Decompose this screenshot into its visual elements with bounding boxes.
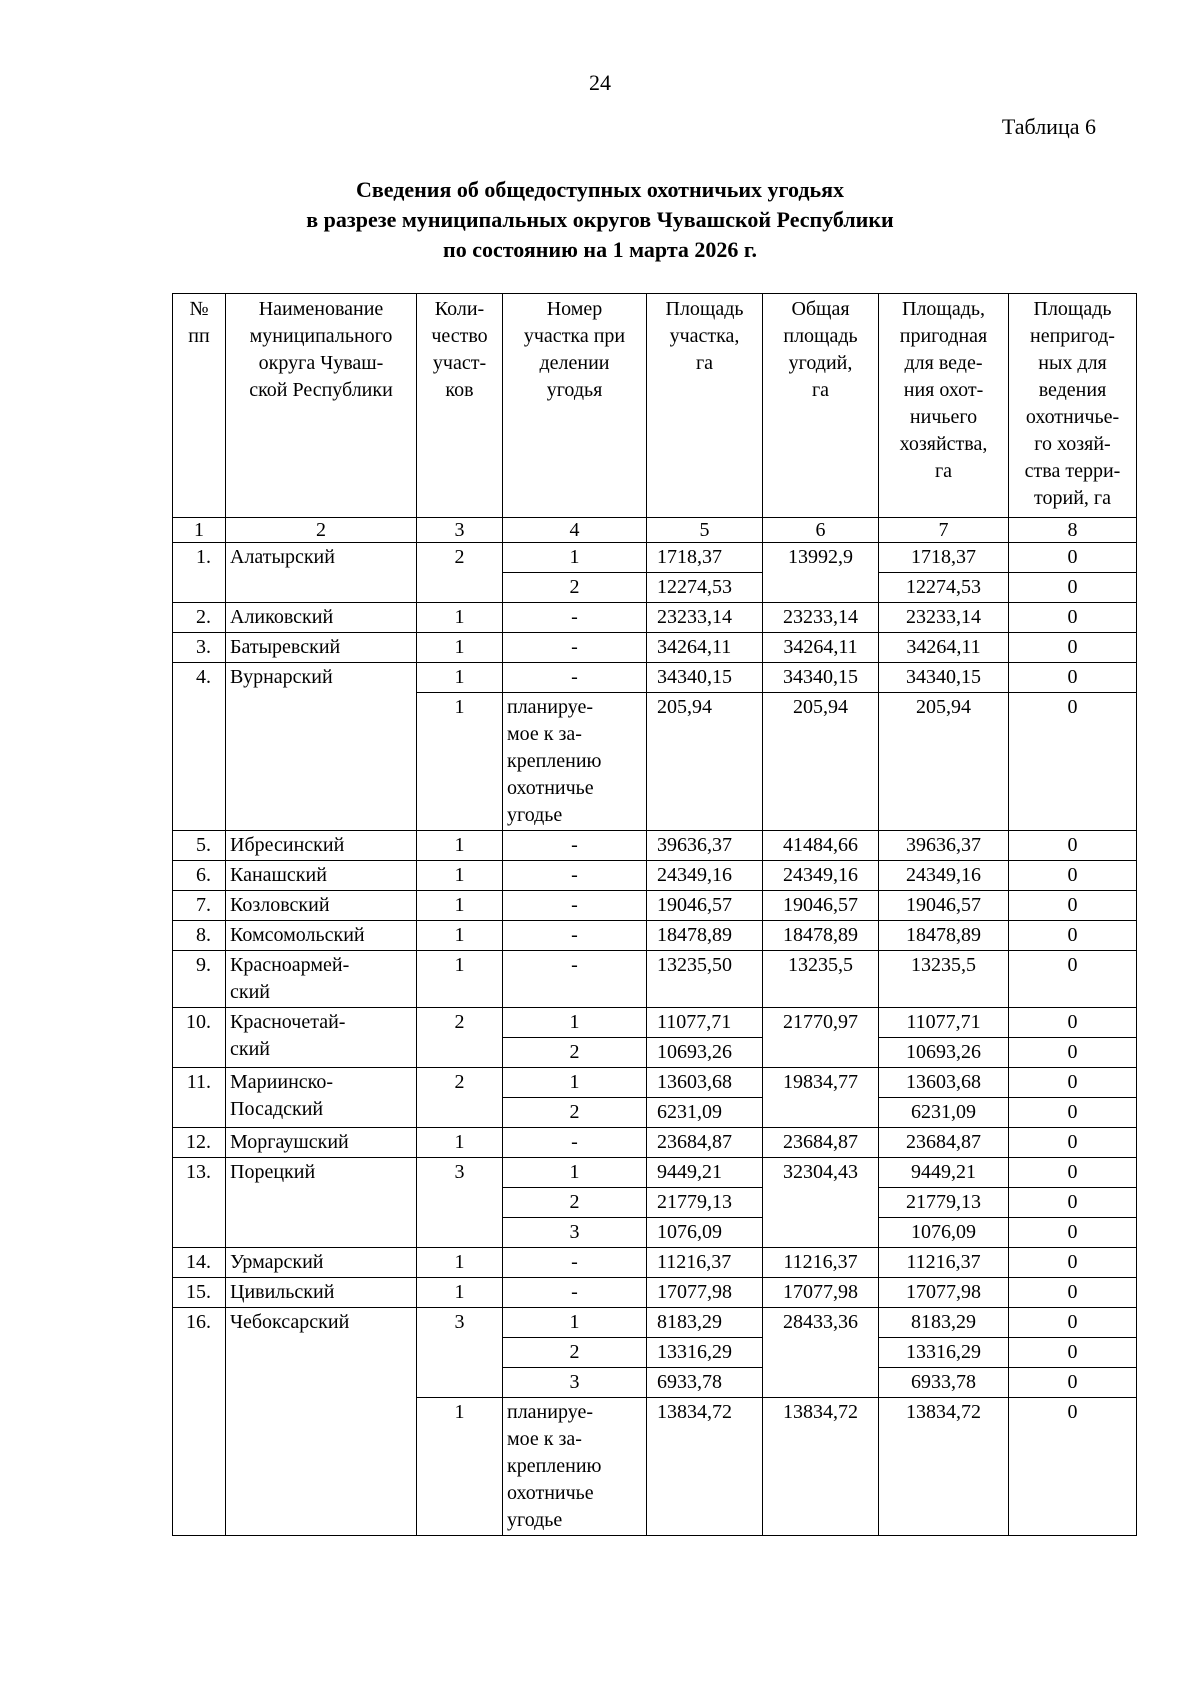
district-name-cell: Цивильский: [226, 1278, 417, 1308]
header-cell: Площадь непригод- ных для ведения охотничье- го хозяй- ства терри- торий, га: [1009, 294, 1137, 518]
plot-count-cell: 1: [417, 1278, 503, 1308]
unsuitable-area-cell: 0: [1009, 831, 1137, 861]
column-number: 5: [647, 518, 763, 543]
unsuitable-area-cell: 0: [1009, 1368, 1137, 1398]
district-name-cell: Ибресинский: [226, 831, 417, 861]
suitable-area-cell: 1718,37: [879, 543, 1009, 573]
suitable-area-cell: 34264,11: [879, 633, 1009, 663]
plot-area-cell: 205,94: [647, 693, 763, 831]
district-name-cell: Алатырский: [226, 543, 417, 603]
plot-count-cell: 2: [417, 1008, 503, 1068]
suitable-area-cell: 12274,53: [879, 573, 1009, 603]
suitable-area-cell: 23233,14: [879, 603, 1009, 633]
plot-number-cell: 2: [503, 1038, 647, 1068]
plot-number-cell: 2: [503, 1338, 647, 1368]
district-name-cell: Комсомольский: [226, 921, 417, 951]
table-row: [173, 951, 1137, 1008]
page-number: 24: [589, 70, 611, 95]
header-cell: Площадь участка, га: [647, 294, 763, 518]
table-row: [173, 1278, 1137, 1308]
plot-count-cell: 1: [417, 951, 503, 1008]
header-cell: № пп: [173, 294, 226, 518]
plot-area-cell: 17077,98: [647, 1278, 763, 1308]
plot-number-cell: планируе- мое к за- креплению охотничье угодье: [503, 1398, 647, 1536]
title-line: в разрезе муниципальных округов Чувашской Республики: [306, 207, 894, 232]
unsuitable-area-cell: 0: [1009, 1188, 1137, 1218]
plot-number-cell: 1: [503, 1008, 647, 1038]
column-number: 2: [226, 518, 417, 543]
district-name-cell: Козловский: [226, 891, 417, 921]
header-cell: Коли- чество участ- ков: [417, 294, 503, 518]
row-number-cell: 2.: [173, 603, 226, 633]
suitable-area-cell: 13316,29: [879, 1338, 1009, 1368]
unsuitable-area-cell: 0: [1009, 1218, 1137, 1248]
row-number-cell: 1.: [173, 543, 226, 603]
suitable-area-cell: 6933,78: [879, 1368, 1009, 1398]
suitable-area-cell: 34340,15: [879, 663, 1009, 693]
total-area-cell: 13992,9: [763, 543, 879, 603]
plot-number-cell: 2: [503, 1098, 647, 1128]
plot-count-cell: 1: [417, 1248, 503, 1278]
plot-number-cell: -: [503, 891, 647, 921]
plot-count-cell: 1: [417, 891, 503, 921]
row-number-cell: 9.: [173, 951, 226, 1008]
plot-area-cell: 13316,29: [647, 1338, 763, 1368]
total-area-cell: 205,94: [763, 693, 879, 831]
header-cell: Общая площадь угодий, га: [763, 294, 879, 518]
total-area-cell: 13834,72: [763, 1398, 879, 1536]
plot-number-cell: -: [503, 861, 647, 891]
total-area-cell: 18478,89: [763, 921, 879, 951]
district-name-cell: Чебоксарский: [226, 1308, 417, 1536]
district-name-cell: Канашский: [226, 861, 417, 891]
suitable-area-cell: 205,94: [879, 693, 1009, 831]
header-cell: Наименование муниципального округа Чуваш- ской Республики: [226, 294, 417, 518]
plot-count-cell: 3: [417, 1158, 503, 1248]
suitable-area-cell: 13834,72: [879, 1398, 1009, 1536]
column-number: 1: [173, 518, 226, 543]
suitable-area-cell: 10693,26: [879, 1038, 1009, 1068]
title-line: по состоянию на 1 марта 2026 г.: [443, 237, 757, 262]
table-row: [173, 603, 1137, 633]
suitable-area-cell: 39636,37: [879, 831, 1009, 861]
total-area-cell: 23233,14: [763, 603, 879, 633]
plot-count-cell: 2: [417, 1068, 503, 1128]
plot-count-cell: 1: [417, 633, 503, 663]
header-row: [173, 294, 1137, 518]
unsuitable-area-cell: 0: [1009, 1278, 1137, 1308]
district-name-cell: Аликовский: [226, 603, 417, 633]
unsuitable-area-cell: 0: [1009, 1038, 1137, 1068]
total-area-cell: 32304,43: [763, 1158, 879, 1248]
column-number: 4: [503, 518, 647, 543]
suitable-area-cell: 1076,09: [879, 1218, 1009, 1248]
table-row: [173, 921, 1137, 951]
plot-number-cell: 2: [503, 573, 647, 603]
table-row: [173, 633, 1137, 663]
plot-area-cell: 18478,89: [647, 921, 763, 951]
plot-number-cell: -: [503, 1248, 647, 1278]
plot-count-cell: 1: [417, 831, 503, 861]
unsuitable-area-cell: 0: [1009, 1338, 1137, 1368]
row-number-cell: 4.: [173, 663, 226, 831]
row-number-cell: 6.: [173, 861, 226, 891]
header-cell: Номер участка при делении угодья: [503, 294, 647, 518]
row-number-cell: 7.: [173, 891, 226, 921]
plot-number-cell: 1: [503, 543, 647, 573]
table-row: [173, 1158, 1137, 1188]
suitable-area-cell: 19046,57: [879, 891, 1009, 921]
title-line: Сведения об общедоступных охотничьих угодьях: [355, 177, 845, 202]
unsuitable-area-cell: 0: [1009, 693, 1137, 831]
unsuitable-area-cell: 0: [1009, 543, 1137, 573]
suitable-area-cell: 11077,71: [879, 1008, 1009, 1038]
district-name-cell: Вурнарский: [226, 663, 417, 831]
plot-area-cell: 11216,37: [647, 1248, 763, 1278]
column-number: 8: [1009, 518, 1137, 543]
district-name-cell: Красночетай- ский: [226, 1008, 417, 1068]
plot-count-cell: 2: [417, 543, 503, 603]
district-name-cell: Урмарский: [226, 1248, 417, 1278]
suitable-area-cell: 13235,5: [879, 951, 1009, 1008]
row-number-cell: 13.: [173, 1158, 226, 1248]
suitable-area-cell: 23684,87: [879, 1128, 1009, 1158]
document-title: [0, 175, 1200, 265]
plot-area-cell: 1718,37: [647, 543, 763, 573]
row-number-cell: 16.: [173, 1308, 226, 1536]
plot-area-cell: 13235,50: [647, 951, 763, 1008]
unsuitable-area-cell: 0: [1009, 1068, 1137, 1098]
total-area-cell: 13235,5: [763, 951, 879, 1008]
total-area-cell: 21770,97: [763, 1008, 879, 1068]
plot-number-cell: планируе- мое к за- креплению охотничье угодье: [503, 693, 647, 831]
column-number: 7: [879, 518, 1009, 543]
plot-number-cell: -: [503, 951, 647, 1008]
plot-area-cell: 23684,87: [647, 1128, 763, 1158]
plot-number-cell: 1: [503, 1158, 647, 1188]
district-name-cell: Мариинско- Посадский: [226, 1068, 417, 1128]
row-number-cell: 15.: [173, 1278, 226, 1308]
plot-number-cell: 2: [503, 1188, 647, 1218]
plot-area-cell: 13834,72: [647, 1398, 763, 1536]
table-row: [173, 1068, 1137, 1098]
suitable-area-cell: 6231,09: [879, 1098, 1009, 1128]
column-number: 6: [763, 518, 879, 543]
total-area-cell: 24349,16: [763, 861, 879, 891]
plot-count-cell: 1: [417, 663, 503, 693]
unsuitable-area-cell: 0: [1009, 1098, 1137, 1128]
unsuitable-area-cell: 0: [1009, 633, 1137, 663]
plot-area-cell: 23233,14: [647, 603, 763, 633]
total-area-cell: 34340,15: [763, 663, 879, 693]
suitable-area-cell: 9449,21: [879, 1158, 1009, 1188]
unsuitable-area-cell: 0: [1009, 891, 1137, 921]
column-number: 3: [417, 518, 503, 543]
row-number-cell: 12.: [173, 1128, 226, 1158]
row-number-cell: 11.: [173, 1068, 226, 1128]
unsuitable-area-cell: 0: [1009, 1008, 1137, 1038]
plot-count-cell: 1: [417, 1128, 503, 1158]
table-row: [173, 663, 1137, 693]
district-name-cell: Моргаушский: [226, 1128, 417, 1158]
plot-area-cell: 21779,13: [647, 1188, 763, 1218]
plot-area-cell: 11077,71: [647, 1008, 763, 1038]
table-row: [173, 891, 1137, 921]
unsuitable-area-cell: 0: [1009, 1128, 1137, 1158]
plot-area-cell: 6933,78: [647, 1368, 763, 1398]
table-row: [173, 1128, 1137, 1158]
plot-area-cell: 8183,29: [647, 1308, 763, 1338]
total-area-cell: 34264,11: [763, 633, 879, 663]
plot-number-cell: -: [503, 603, 647, 633]
total-area-cell: 11216,37: [763, 1248, 879, 1278]
table-row: [173, 1008, 1137, 1038]
suitable-area-cell: 8183,29: [879, 1308, 1009, 1338]
row-number-cell: 8.: [173, 921, 226, 951]
total-area-cell: 17077,98: [763, 1278, 879, 1308]
district-name-cell: Порецкий: [226, 1158, 417, 1248]
suitable-area-cell: 13603,68: [879, 1068, 1009, 1098]
row-number-cell: 3.: [173, 633, 226, 663]
plot-area-cell: 39636,37: [647, 831, 763, 861]
total-area-cell: 19834,77: [763, 1068, 879, 1128]
plot-area-cell: 34264,11: [647, 633, 763, 663]
table-row: [173, 1308, 1137, 1338]
total-area-cell: 19046,57: [763, 891, 879, 921]
table-row: [173, 1248, 1137, 1278]
plot-number-cell: -: [503, 633, 647, 663]
plot-number-cell: 3: [503, 1218, 647, 1248]
district-name-cell: Батыревский: [226, 633, 417, 663]
unsuitable-area-cell: 0: [1009, 1158, 1137, 1188]
total-area-cell: 23684,87: [763, 1128, 879, 1158]
unsuitable-area-cell: 0: [1009, 1398, 1137, 1536]
unsuitable-area-cell: 0: [1009, 1248, 1137, 1278]
plot-area-cell: 10693,26: [647, 1038, 763, 1068]
plot-area-cell: 12274,53: [647, 573, 763, 603]
suitable-area-cell: 17077,98: [879, 1278, 1009, 1308]
row-number-cell: 14.: [173, 1248, 226, 1278]
hunting-grounds-table: [172, 293, 1137, 1536]
column-number-row: [173, 518, 1137, 543]
plot-number-cell: -: [503, 1128, 647, 1158]
plot-number-cell: -: [503, 1278, 647, 1308]
plot-number-cell: -: [503, 831, 647, 861]
unsuitable-area-cell: 0: [1009, 1308, 1137, 1338]
suitable-area-cell: 21779,13: [879, 1188, 1009, 1218]
unsuitable-area-cell: 0: [1009, 861, 1137, 891]
plot-count-cell: 1: [417, 861, 503, 891]
plot-count-cell: 1: [417, 693, 503, 831]
plot-area-cell: 24349,16: [647, 861, 763, 891]
plot-area-cell: 13603,68: [647, 1068, 763, 1098]
plot-area-cell: 1076,09: [647, 1218, 763, 1248]
plot-number-cell: -: [503, 663, 647, 693]
suitable-area-cell: 18478,89: [879, 921, 1009, 951]
suitable-area-cell: 11216,37: [879, 1248, 1009, 1278]
plot-area-cell: 34340,15: [647, 663, 763, 693]
district-name-cell: Красноармей- ский: [226, 951, 417, 1008]
plot-count-cell: 1: [417, 1398, 503, 1536]
plot-count-cell: 1: [417, 603, 503, 633]
plot-number-cell: 1: [503, 1308, 647, 1338]
unsuitable-area-cell: 0: [1009, 663, 1137, 693]
total-area-cell: 28433,36: [763, 1308, 879, 1398]
unsuitable-area-cell: 0: [1009, 603, 1137, 633]
plot-count-cell: 1: [417, 921, 503, 951]
plot-area-cell: 19046,57: [647, 891, 763, 921]
suitable-area-cell: 24349,16: [879, 861, 1009, 891]
plot-number-cell: 1: [503, 1068, 647, 1098]
table-row: [173, 543, 1137, 573]
table-row: [173, 861, 1137, 891]
plot-number-cell: -: [503, 921, 647, 951]
header-cell: Площадь, пригодная для веде- ния охот- ничьего хозяйства, га: [879, 294, 1009, 518]
unsuitable-area-cell: 0: [1009, 951, 1137, 1008]
plot-count-cell: 3: [417, 1308, 503, 1398]
plot-area-cell: 6231,09: [647, 1098, 763, 1128]
unsuitable-area-cell: 0: [1009, 921, 1137, 951]
total-area-cell: 41484,66: [763, 831, 879, 861]
table-row: [173, 831, 1137, 861]
row-number-cell: 5.: [173, 831, 226, 861]
plot-area-cell: 9449,21: [647, 1158, 763, 1188]
plot-number-cell: 3: [503, 1368, 647, 1398]
unsuitable-area-cell: 0: [1009, 573, 1137, 603]
table-label: Таблица 6: [1001, 114, 1096, 139]
row-number-cell: 10.: [173, 1008, 226, 1068]
